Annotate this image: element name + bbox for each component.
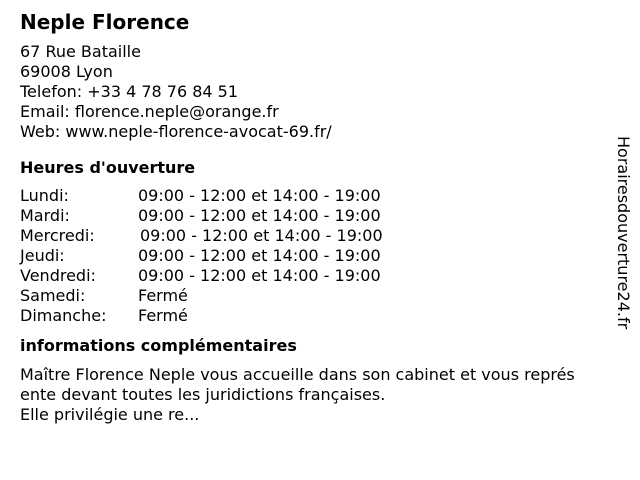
hours-day: Jeudi:: [20, 246, 65, 265]
site-watermark: Horairesdouverture24.fr: [614, 136, 633, 330]
hours-day: Lundi:: [20, 186, 69, 205]
hours-time: 09:00 - 12:00 et 14:00 - 19:00: [140, 226, 383, 245]
business-card: [20, 8, 620, 425]
hours-day: Mardi:: [20, 206, 70, 225]
info-line: Elle privilégie une re...: [20, 405, 200, 424]
address-city: 69008 Lyon: [20, 62, 113, 81]
hours-row-mercredi: [20, 226, 620, 246]
hours-time: 09:00 - 12:00 et 14:00 - 19:00: [138, 206, 381, 225]
hours-row-lundi: [20, 186, 620, 206]
hours-table: [20, 186, 620, 326]
info-line: Maître Florence Neple vous accueille dans son cabinet et vous représ: [20, 365, 575, 384]
business-name: Neple Florence: [20, 10, 190, 34]
website-url: Web: www.neple-florence-avocat-69.fr/: [20, 122, 332, 141]
hours-time: 09:00 - 12:00 et 14:00 - 19:00: [138, 266, 381, 285]
hours-time: Fermé: [138, 286, 188, 305]
hours-time: Fermé: [138, 306, 188, 325]
hours-row-jeudi: [20, 246, 620, 266]
hours-time: 09:00 - 12:00 et 14:00 - 19:00: [138, 246, 381, 265]
hours-row-mardi: [20, 206, 620, 226]
hours-time: 09:00 - 12:00 et 14:00 - 19:00: [138, 186, 381, 205]
hours-row-samedi: [20, 286, 620, 306]
phone-number: Telefon: +33 4 78 76 84 51: [20, 82, 239, 101]
hours-day: Vendredi:: [20, 266, 96, 285]
info-description: [20, 365, 620, 425]
address-street: 67 Rue Bataille: [20, 42, 141, 61]
email-address: Email: florence.neple@orange.fr: [20, 102, 279, 121]
hours-day: Mercredi:: [20, 226, 95, 245]
info-line: ente devant toutes les juridictions françaises.: [20, 385, 386, 404]
hours-row-vendredi: [20, 266, 620, 286]
hours-day: Samedi:: [20, 286, 86, 305]
info-title: informations complémentaires: [20, 336, 297, 355]
hours-day: Dimanche:: [20, 306, 107, 325]
hours-row-dimanche: [20, 306, 620, 326]
hours-title: Heures d'ouverture: [20, 158, 196, 177]
